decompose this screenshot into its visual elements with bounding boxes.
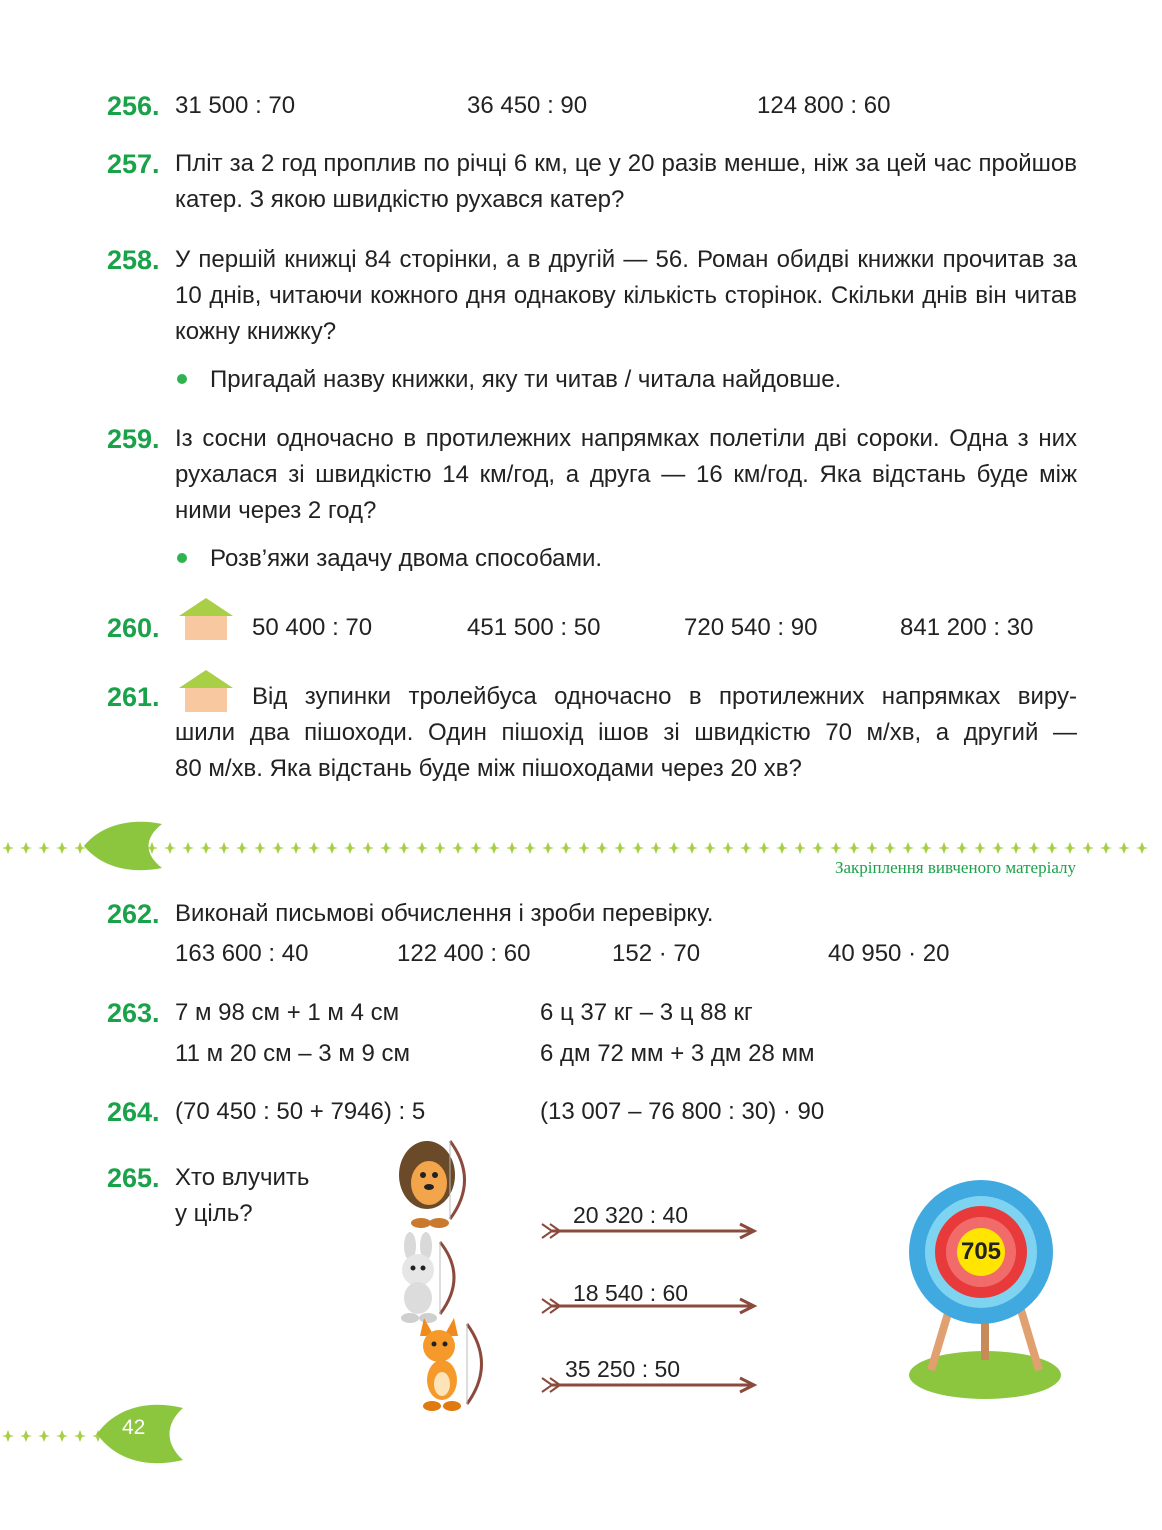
section-label: Закріплення вивченого матеріалу — [834, 858, 1076, 877]
page-number: 42 — [122, 1416, 146, 1439]
divider-star-icon — [290, 842, 302, 854]
expression: (70 450 : 50 + 7946) : 5 — [175, 1098, 426, 1125]
expression: 124 800 : 60 — [757, 92, 891, 119]
divider-star-icon — [236, 842, 248, 854]
task-number-265: 265. — [107, 1163, 160, 1193]
divider-star-icon — [578, 842, 590, 854]
divider-star-icon — [308, 842, 320, 854]
divider-star-icon — [560, 842, 572, 854]
divider-star-icon — [524, 842, 536, 854]
bullet-icon — [177, 374, 187, 384]
divider-star-icon — [668, 842, 680, 854]
divider-star-icon — [596, 842, 608, 854]
divider-star-icon — [38, 1430, 50, 1442]
divider-star-icon — [758, 842, 770, 854]
task-number-259: 259. — [107, 424, 160, 454]
divider-star-icon — [776, 842, 788, 854]
expression: 31 500 : 70 — [175, 92, 296, 119]
divider-star-icon — [380, 842, 392, 854]
task-text-265-line2: у ціль? — [175, 1200, 253, 1227]
divider-star-icon — [506, 842, 518, 854]
divider-star-icon — [470, 842, 482, 854]
bullet-icon — [177, 553, 187, 563]
divider-star-icon — [56, 842, 68, 854]
divider-star-icon — [20, 1430, 32, 1442]
divider-star-icon — [920, 842, 932, 854]
divider-star-icon — [1028, 842, 1040, 854]
divider-star-icon — [20, 842, 32, 854]
divider-star-icon — [614, 842, 626, 854]
divider-star-icon — [488, 842, 500, 854]
divider-star-icon — [794, 842, 806, 854]
task-number-258: 258. — [107, 245, 160, 275]
divider-star-icon — [1064, 842, 1076, 854]
task-number-263: 263. — [107, 998, 160, 1028]
rabbit-archer-icon — [388, 1232, 468, 1327]
expression: 152 · 70 — [612, 940, 701, 967]
arrow-label-3: 35 250 : 50 — [565, 1356, 681, 1382]
divider-star-icon — [704, 842, 716, 854]
leaf-ornament-icon — [82, 818, 164, 874]
task-text-258: У першій книжці 84 сторінки, а в другій — 56. Роман обидві книжки прочитав за 10 днів, читаючи кожного дня однакову кількість сторінок. Скільки днів він читав кожну книжку? — [175, 246, 1077, 345]
task-number-261: 261. — [107, 682, 160, 712]
divider-star-icon — [1100, 842, 1112, 854]
divider-star-icon — [848, 842, 860, 854]
divider-star-icon — [830, 842, 842, 854]
expression: 11 м 20 см – 3 м 9 см — [175, 1040, 410, 1067]
divider-star-icon — [884, 842, 896, 854]
arrow-label-1: 20 320 : 40 — [573, 1202, 689, 1228]
task-number-257: 257. — [107, 149, 160, 179]
divider-star-icon — [254, 842, 266, 854]
expression: 451 500 : 50 — [467, 614, 601, 641]
expression: 6 ц 37 кг – 3 ц 88 кг — [540, 999, 753, 1026]
task-text-259: Із сосни одночасно в протилежних напрямках полетіли дві сороки. Одна з них рухалася зі швидкістю 14 км/год, а друга — 16 км/год. Яка відстань буде між ними через 2 год? — [175, 425, 1077, 524]
divider-star-icon — [650, 842, 662, 854]
divider-star-icon — [722, 842, 734, 854]
divider-star-icon — [38, 842, 50, 854]
expression: 163 600 : 40 — [175, 940, 309, 967]
expression: 7 м 98 см + 1 м 4 см — [175, 999, 400, 1026]
divider-star-icon — [1082, 842, 1094, 854]
divider-star-icon — [218, 842, 230, 854]
target-value: 705 — [960, 1238, 1002, 1265]
expression: 841 200 : 30 — [900, 614, 1034, 641]
divider-star-icon — [398, 842, 410, 854]
divider-star-icon — [938, 842, 950, 854]
archery-target-icon — [905, 1170, 1065, 1410]
divider-star-icon — [344, 842, 356, 854]
divider-star-icon — [272, 842, 284, 854]
expression: 36 450 : 90 — [467, 92, 588, 119]
expression: 50 400 : 70 — [252, 614, 373, 641]
divider-star-icon — [902, 842, 914, 854]
fox-archer-icon — [412, 1314, 497, 1414]
expression: 122 400 : 60 — [397, 940, 531, 967]
bullet-text-259: Розв’яжи задачу двома способами. — [210, 545, 603, 572]
task-number-260: 260. — [107, 613, 160, 643]
arrow-icon — [540, 1221, 760, 1241]
divider-star-icon — [1118, 842, 1130, 854]
divider-star-icon — [416, 842, 428, 854]
task-number-264: 264. — [107, 1097, 160, 1127]
divider-star-icon — [326, 842, 338, 854]
divider-star-icon — [164, 842, 176, 854]
divider-star-icon — [182, 842, 194, 854]
bullet-text-258: Пригадай назву книжки, яку ти читав / читала найдовше. — [210, 366, 842, 393]
task-text-262: Виконай письмові обчислення і зроби перевірку. — [175, 900, 714, 927]
divider-star-icon — [542, 842, 554, 854]
divider-star-icon — [434, 842, 446, 854]
task-text-261-line2: шили два пішоходи. Один пішохід ішов зі швидкістю 70 м/хв, а другий — — [175, 719, 1077, 746]
divider-star-icon — [992, 842, 1004, 854]
divider-star-icon — [1136, 842, 1148, 854]
hedgehog-archer-icon — [395, 1135, 475, 1230]
divider-star-icon — [812, 842, 824, 854]
divider-star-icon — [56, 1430, 68, 1442]
section-divider — [0, 838, 1162, 858]
arrow-label-2: 18 540 : 60 — [573, 1280, 689, 1306]
divider-star-icon — [74, 1430, 86, 1442]
divider-star-icon — [632, 842, 644, 854]
divider-star-icon — [1046, 842, 1058, 854]
divider-star-icon — [974, 842, 986, 854]
arrow-icon — [540, 1375, 760, 1395]
expression: 40 950 · 20 — [828, 940, 950, 967]
task-text-261-line3: 80 м/хв. Яка відстань буде між пішоходами через 20 хв? — [175, 755, 802, 782]
task-text-265-line1: Хто влучить — [175, 1164, 310, 1191]
divider-star-icon — [2, 842, 14, 854]
arrow-icon — [540, 1296, 760, 1316]
expression: (13 007 – 76 800 : 30) · 90 — [540, 1098, 825, 1125]
divider-star-icon — [362, 842, 374, 854]
expression: 720 540 : 90 — [684, 614, 818, 641]
task-text-261-line1: Від зупинки тролейбуса одночасно в протилежних напрямках виру- — [252, 683, 1077, 710]
divider-star-icon — [2, 1430, 14, 1442]
divider-star-icon — [740, 842, 752, 854]
divider-star-icon — [200, 842, 212, 854]
divider-star-icon — [1010, 842, 1022, 854]
divider-star-icon — [866, 842, 878, 854]
task-number-262: 262. — [107, 899, 160, 929]
house-icon — [177, 668, 235, 714]
task-number-256: 256. — [107, 91, 160, 121]
divider-star-icon — [686, 842, 698, 854]
expression: 6 дм 72 мм + 3 дм 28 мм — [540, 1040, 815, 1067]
task-text-257: Пліт за 2 год проплив по річці 6 км, це у 20 разів менше, ніж за цей час пройшов катер. З якою швидкістю рухався катер? — [175, 150, 1077, 213]
house-icon — [177, 596, 235, 642]
divider-star-icon — [452, 842, 464, 854]
divider-star-icon — [956, 842, 968, 854]
